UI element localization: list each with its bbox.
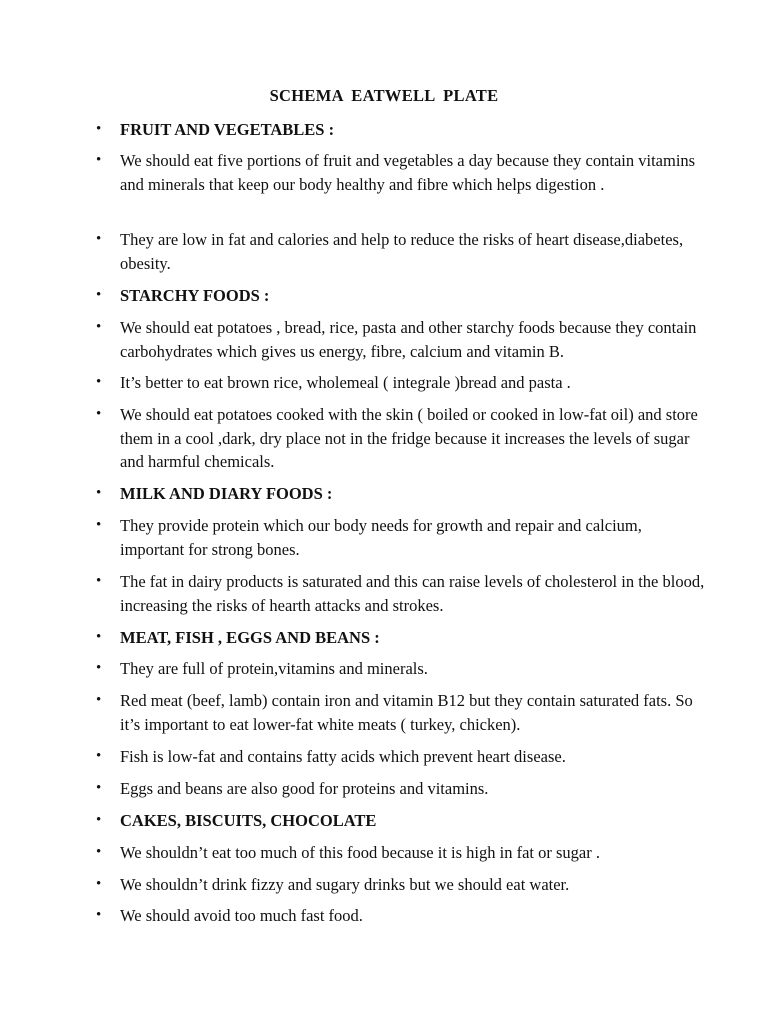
bullet: • [96, 152, 102, 168]
list-item [96, 371, 706, 395]
list-item [96, 841, 706, 865]
list-item-text: We should eat potatoes , bread, rice, pasta and other starchy foods because they contain carbohydrates which gives us energy, fibre, calcium and vitamin B. [120, 318, 697, 361]
bullet: • [96, 629, 102, 645]
list-item-text: We should eat five portions of fruit and vegetables a day because they contain vitamins and minerals that keep our body healthy and fibre which helps digestion . [120, 151, 696, 194]
bullet: • [96, 485, 102, 501]
bullet: • [96, 780, 102, 796]
list-item-text: The fat in dairy products is saturated and this can raise levels of cholesterol in the blood, increasing the risks of hearth attacks and strokes. [120, 572, 705, 615]
bullet: • [96, 812, 102, 828]
bullet: • [96, 660, 102, 676]
bullet: • [96, 121, 102, 137]
list-item [96, 657, 706, 681]
list-item-text: We should eat potatoes cooked with the skin ( boiled or cooked in low-fat oil) and store them in a cool ,dark, dry place not in the fridge because it increases the levels of sugar and harmful chemicals. [120, 405, 698, 471]
heading-text: CAKES, BISCUITS, CHOCOLATE [120, 811, 377, 830]
list-item [96, 228, 706, 275]
list-item-text: They are low in fat and calories and help to reduce the risks of heart disease,diabetes, obesity. [120, 230, 684, 273]
bullet: • [96, 748, 102, 764]
heading-text: MEAT, FISH , EGGS AND BEANS : [120, 628, 380, 647]
page-title: SCHEMA EATWELL PLATE [269, 86, 499, 105]
bullet: • [96, 319, 102, 335]
list-item [96, 514, 706, 561]
heading-text: FRUIT AND VEGETABLES : [120, 120, 335, 139]
bullet: • [96, 907, 102, 923]
heading-text: MILK AND DIARY FOODS : [120, 484, 333, 503]
heading-text: STARCHY FOODS : [120, 286, 270, 305]
section-heading-meat-fish [96, 626, 706, 650]
list-item [96, 777, 706, 801]
bullet: • [96, 692, 102, 708]
bullet: • [96, 876, 102, 892]
section-heading-fruit-vegetables [96, 118, 706, 142]
list-item-text: Fish is low-fat and contains fatty acids which prevent heart disease. [120, 747, 566, 766]
section-heading-cakes [96, 809, 706, 833]
list-item-text: Red meat (beef, lamb) contain iron and vitamin B12 but they contain saturated fats. So it’s important to eat lower-fat white meats ( turkey, chicken). [120, 691, 693, 734]
section-heading-milk-dairy [96, 482, 706, 506]
list-item-text: We shouldn’t drink fizzy and sugary drinks but we should eat water. [120, 875, 570, 894]
list-item [96, 873, 706, 897]
bullet: • [96, 573, 102, 589]
list-item [96, 689, 706, 736]
list-item [96, 904, 706, 928]
list-item [96, 745, 706, 769]
list-item [96, 403, 706, 474]
bullet: • [96, 406, 102, 422]
bullet: • [96, 231, 102, 247]
bullet: • [96, 517, 102, 533]
list-item-text: They are full of protein,vitamins and minerals. [120, 659, 428, 678]
list-item-text: We shouldn’t eat too much of this food because it is high in fat or sugar . [120, 843, 600, 862]
list-item-text: Eggs and beans are also good for proteins and vitamins. [120, 779, 489, 798]
bullet: • [96, 844, 102, 860]
bullet: • [96, 287, 102, 303]
list-item [96, 149, 706, 196]
list-item-text: They provide protein which our body needs for growth and repair and calcium, important for strong bones. [120, 516, 642, 559]
list-item [96, 316, 706, 363]
list-item-text: It’s better to eat brown rice, wholemeal ( integrale )bread and pasta . [120, 373, 571, 392]
section-heading-starchy-foods [96, 284, 706, 308]
list-item-text: We should avoid too much fast food. [120, 906, 363, 925]
list-item [96, 570, 706, 617]
bullet: • [96, 374, 102, 390]
